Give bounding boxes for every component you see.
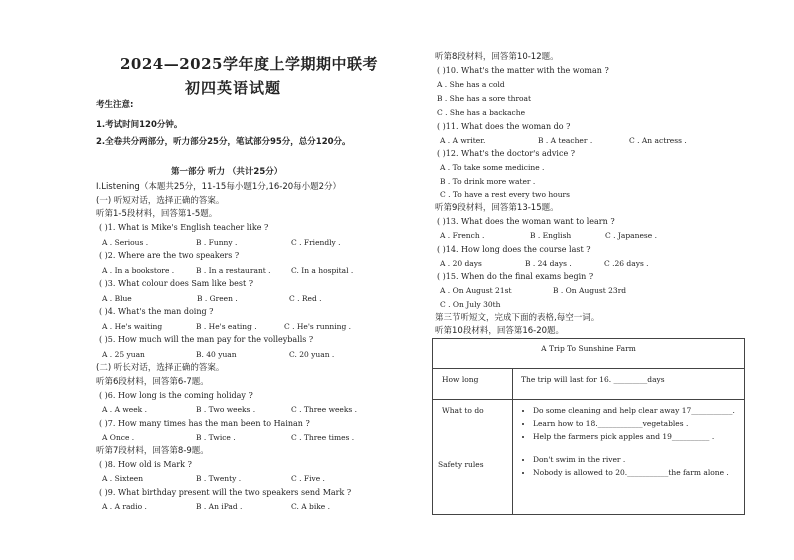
q12-option-a: A . To take some medicine . bbox=[440, 163, 545, 172]
q15-option-a: A . On August 21st bbox=[440, 286, 512, 295]
notice-item-1: 1.考试时间120分钟。 bbox=[96, 120, 183, 130]
q7-option-b: B . Twice . bbox=[196, 433, 236, 442]
question-11: ( )11. What does the woman do ? bbox=[437, 122, 571, 131]
q4-option-c: C . He's running . bbox=[284, 322, 352, 331]
row-label-cell bbox=[433, 400, 513, 515]
section3-heading: 第三节听短文，完成下面的表格,每空一词。 bbox=[435, 313, 600, 323]
safety-rule-item: • Don't swim in the river . bbox=[533, 453, 744, 466]
what-to-do-item[interactable]: • Learn how to 18.____________vegetables . bbox=[533, 417, 744, 430]
instruction-7: 听第7段材料，回答第8-9题。 bbox=[96, 446, 209, 456]
q1-option-c: C . Friendly . bbox=[291, 238, 341, 247]
listening-heading: I.Listening（本题共25分，11-15每小题1分,16-20每小题2分） bbox=[96, 182, 342, 192]
what-to-do-list bbox=[517, 404, 744, 443]
q5-option-b: B. 40 yuan bbox=[196, 350, 237, 359]
safety-rules-list bbox=[517, 453, 744, 479]
question-10: ( )10. What's the matter with the woman ? bbox=[437, 66, 609, 75]
instruction-1-5: 听第1-5段材料，回答第1-5题。 bbox=[96, 209, 218, 219]
q8-option-a: A . Sixteen bbox=[102, 474, 144, 483]
q3-option-a: A . Blue bbox=[102, 294, 132, 303]
q8-option-c: C . Five . bbox=[291, 474, 325, 483]
question-8: ( )8. How old is Mark ? bbox=[99, 460, 192, 469]
q1-option-a: A . Serious . bbox=[102, 238, 149, 247]
q7-option-c: C . Three times . bbox=[291, 433, 355, 442]
question-3: ( )3. What colour does Sam like best ? bbox=[99, 279, 254, 288]
safety-rule-item[interactable]: • Nobody is allowed to 20.___________the farm alone . bbox=[533, 466, 744, 479]
q13-option-a: A . French . bbox=[440, 231, 485, 240]
question-6: ( )6. How long is the coming holiday ? bbox=[99, 391, 253, 400]
q5-option-a: A . 25 yuan bbox=[102, 350, 145, 359]
q10-option-c: C . She has a backache bbox=[437, 108, 526, 117]
q3-option-c: C . Red . bbox=[289, 294, 322, 303]
question-1: ( )1. What is Mike's English teacher like ? bbox=[99, 223, 269, 232]
what-to-do-item[interactable]: • Help the farmers pick apples and 19__________ . bbox=[533, 430, 744, 443]
q2-option-b: B . In a restaurant . bbox=[196, 266, 271, 275]
instruction-9: 听第9段材料，回答第13-15题。 bbox=[435, 203, 559, 213]
q9-option-c: C. A bike . bbox=[291, 502, 330, 511]
question-15: ( )15. When do the final exams begin ? bbox=[437, 272, 594, 281]
q11-option-c: C . An actress . bbox=[629, 136, 687, 145]
q10-option-a: A . She has a cold bbox=[437, 80, 505, 89]
q6-option-c: C . Three weeks . bbox=[291, 405, 358, 414]
question-5: ( )5. How much will the man pay for the volleyballs ? bbox=[99, 335, 314, 344]
part1-heading: 第一部分 听力 （共计25分） bbox=[171, 167, 283, 177]
question-4: ( )4. What's the man doing ? bbox=[99, 307, 214, 316]
q15-option-b: B . On August 23rd bbox=[553, 286, 627, 295]
q14-option-a: A . 20 days bbox=[440, 259, 482, 268]
q12-option-b: B . To drink more water . bbox=[440, 177, 536, 186]
section1-heading: (一) 听短对话，选择正确的答案。 bbox=[96, 196, 225, 206]
instruction-8: 听第8段材料，回答第10-12题。 bbox=[435, 52, 559, 62]
q13-option-c: C . Japanese . bbox=[605, 231, 657, 240]
notice-item-2: 2.全卷共分两部分，听力部分25分，笔试部分95分，总分120分。 bbox=[96, 137, 351, 147]
section2-heading: (二) 听长对话，选择正确的答案。 bbox=[96, 363, 225, 373]
q6-option-b: B . Two weeks . bbox=[196, 405, 256, 414]
row-label-safety-rules: Safety rules bbox=[438, 460, 484, 469]
q4-option-a: A . He's waiting bbox=[102, 322, 163, 331]
q3-option-b: B . Green . bbox=[197, 294, 238, 303]
row-label-what-to-do: What to do bbox=[442, 406, 484, 415]
question-13: ( )13. What does the woman want to learn ? bbox=[437, 217, 615, 226]
question-14: ( )14. How long does the course last ? bbox=[437, 245, 591, 254]
row-label-how-long: How long bbox=[433, 369, 513, 400]
exam-title: 2024—2025学年度上学期期中联考 bbox=[120, 55, 378, 73]
q8-option-b: B . Twenty . bbox=[196, 474, 242, 483]
what-to-do-item[interactable]: • Do some cleaning and help clear away 17___________. bbox=[533, 404, 744, 417]
q6-option-a: A . A week . bbox=[102, 405, 147, 414]
q15-option-c: C . On July 30th bbox=[440, 300, 501, 309]
q1-option-b: B . Funny . bbox=[196, 238, 238, 247]
table-title: A Trip To Sunshine Farm bbox=[433, 339, 745, 369]
q2-option-c: C. In a hospital . bbox=[291, 266, 354, 275]
q10-option-b: B . She has a sore throat bbox=[437, 94, 532, 103]
exam-subtitle: 初四英语试题 bbox=[185, 79, 282, 97]
q14-option-b: B . 24 days . bbox=[525, 259, 572, 268]
question-2: ( )2. Where are the two speakers ? bbox=[99, 251, 240, 260]
q2-option-a: A . In a bookstore . bbox=[102, 266, 175, 275]
q13-option-b: B . English bbox=[530, 231, 572, 240]
question-12: ( )12. What's the doctor's advice ? bbox=[437, 149, 576, 158]
q4-option-b: B . He's eating . bbox=[196, 322, 257, 331]
q12-option-c: C . To have a rest every two hours bbox=[440, 190, 570, 199]
q9-option-a: A . A radio . bbox=[102, 502, 147, 511]
question-9: ( )9. What birthday present will the two speakers send Mark ? bbox=[99, 488, 352, 497]
notice-heading: 考生注意: bbox=[96, 100, 134, 110]
q7-option-a: A Once . bbox=[102, 433, 135, 442]
instruction-10: 听第10段材料，回答第16-20题。 bbox=[435, 326, 565, 336]
row-text-how-long[interactable]: The trip will last for 16. _________days bbox=[513, 369, 745, 400]
question-7: ( )7. How many times has the man been to Hainan ? bbox=[99, 419, 310, 428]
q11-option-b: B . A teacher . bbox=[538, 136, 593, 145]
q9-option-b: B . An iPad . bbox=[196, 502, 243, 511]
instruction-6: 听第6段材料，回答第6-7题。 bbox=[96, 377, 209, 387]
q14-option-c: C .26 days . bbox=[604, 259, 649, 268]
q5-option-c: C. 20 yuan . bbox=[289, 350, 335, 359]
q11-option-a: A . A writer. bbox=[440, 136, 486, 145]
trip-table bbox=[432, 338, 745, 515]
